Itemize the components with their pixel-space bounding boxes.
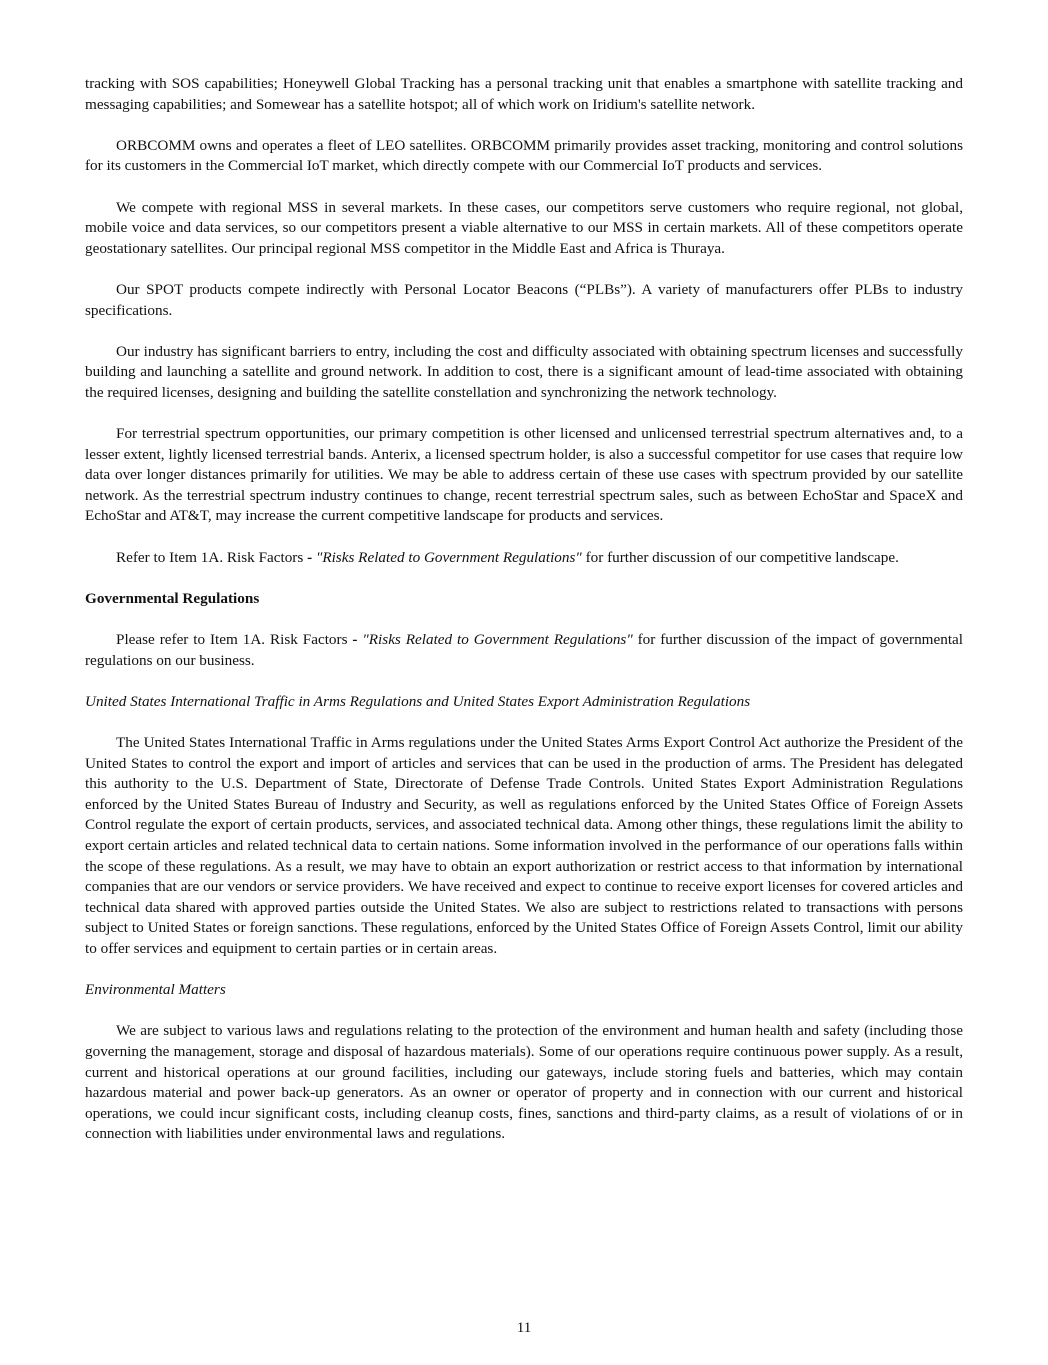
please-refer-quote: "Risks Related to Government Regulations" <box>362 631 633 649</box>
paragraph-environmental: We are subject to various laws and regulations relating to the protection of the environment and human health and safety (including those governing the management, storage and disposal of hazardous materials). Some of our operations require continuous power supply. As a result, current and historical operations at our ground facilities, including our gateways, include storing fuels and batteries, which may contain hazardous material and power back-up generators. As an owner or operator of property and in connection with our current and historical operations, we could incur significant costs, including cleanup costs, fines, sanctions and third-party claims, as a result of violations of or in connection with liabilities under environmental laws and regulations. <box>85 1022 963 1143</box>
subheading-itar-ear: United States International Traffic in Arms Regulations and United States Export Administration Regulations <box>85 692 751 710</box>
heading-governmental-regulations: Governmental Regulations <box>85 589 260 607</box>
paragraph-terrestrial-spectrum: For terrestrial spectrum opportunities, our primary competition is other licensed and unlicensed terrestrial spectrum alternatives and, to a lesser extent, lightly licensed terrestrial bands. Anterix, a licensed spectrum holder, is also a successful competitor for use cases that require low data over longer distances primarily for utilities. We may be able to address certain of these use cases with spectrum provided by our satellite network. As the terrestrial spectrum industry continues to change, recent terrestrial spectrum sales, such as between EchoStar and SpaceX and EchoStar and AT&T, may increase the current competitive landscape for products and services. <box>85 425 963 525</box>
paragraph-competitors-continued: tracking with SOS capabilities; Honeywell Global Tracking has a personal tracking unit that enables a smartphone with satellite tracking and messaging capabilities; and Somewear has a satellite hotspot; all of which work on Iridium's satellite network. <box>85 75 963 113</box>
please-refer-text-after: for further discussion of the impact of governmental regulations on our business. <box>85 631 964 669</box>
paragraph-spot-plbs: Our SPOT products compete indirectly with Personal Locator Beacons (“PLBs”). A variety of manufacturers offer PLBs to industry specifications. <box>85 280 963 319</box>
paragraph-refer-risk-factors <box>85 548 963 569</box>
refer-quote: "Risks Related to Government Regulations" <box>315 548 582 566</box>
paragraph-orbcomm: ORBCOMM owns and operates a fleet of LEO satellites. ORBCOMM primarily provides asset tracking, monitoring and control solutions for its customers in the Commercial IoT market, which directly compete with our Commercial IoT products and services. <box>85 136 963 175</box>
refer-text-before: Refer to Item 1A. Risk Factors <box>116 548 308 566</box>
paragraph-please-refer <box>85 630 963 671</box>
subheading-environmental-matters: Environmental Matters <box>85 981 226 999</box>
please-refer-dash: - <box>352 631 358 649</box>
document-page <box>85 74 963 1145</box>
paragraph-itar-details: The United States International Traffic in Arms regulations under the United States Arms Export Control Act authorize the President of the United States to control the export and import of articles and services that can be used in the production of arms. The President has delegated this authority to the U.S. Department of State, Directorate of Defense Trade Controls. United States Export Administration Regulations enforced by the United States Bureau of Industry and Security, as well as regulations enforced by the United States Office of Foreign Assets Control regulate the export of certain products, services, and associated technical data. Among other things, these regulations limit the ability to export certain articles and related technical data to certain nations. Some information involved in the performance of our operations falls within the scope of these regulations. As a result, we may have to obtain an export authorization or restrict access to that information by international companies that are our vendors or service providers. We have received and expect to continue to receive export licenses for covered articles and technical data shared with approved parties outside the United States. We also are subject to restrictions related to transactions with persons subject to United States or foreign sanctions. These regulations, enforced by the United States Office of Foreign Assets Control, limit our ability to offer services and equipment to certain parties or in certain areas. <box>85 734 963 957</box>
paragraph-regional-mss: We compete with regional MSS in several markets. In these cases, our competitors serve customers who require regional, not global, mobile voice and data services, so our competitors present a viable alternative to our MSS in certain markets. All of these competitors operate geostationary satellites. Our principal regional MSS competitor in the Middle East and Africa is Thuraya. <box>85 198 963 257</box>
paragraph-barriers-to-entry: Our industry has significant barriers to entry, including the cost and difficulty associated with obtaining spectrum licenses and successfully building and launching a satellite and ground network. In addition to cost, there is a significant amount of lead-time associated with obtaining the required licenses, designing and building the satellite constellation and synchronizing the network technology. <box>85 342 963 401</box>
page-number: 11 <box>516 1319 532 1336</box>
refer-text-after: for further discussion of our competitive landscape. <box>581 548 899 566</box>
please-refer-text-before: Please refer to Item 1A. Risk Factors <box>116 631 353 649</box>
refer-dash: - <box>307 548 313 566</box>
